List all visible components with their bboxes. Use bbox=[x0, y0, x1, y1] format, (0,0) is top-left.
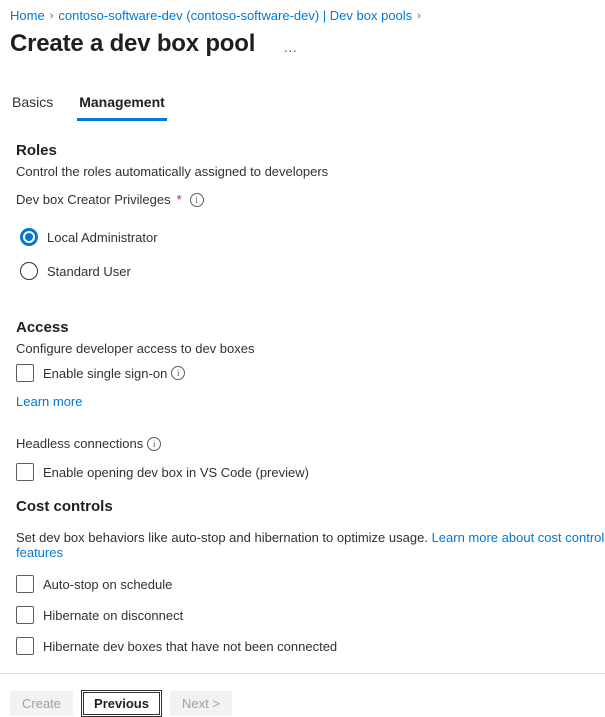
tab-management[interactable]: Management bbox=[77, 94, 167, 121]
tab-basics[interactable]: Basics bbox=[12, 94, 54, 110]
next-button[interactable]: Next > bbox=[170, 691, 232, 716]
checkbox-label-text: Auto-stop on schedule bbox=[43, 576, 173, 592]
required-asterisk: * bbox=[176, 192, 182, 207]
cost-description-text: Set dev box behaviors like auto-stop and hibernation to optimize usage. bbox=[16, 530, 428, 545]
field-label-text: Dev box Creator Privileges bbox=[16, 192, 171, 207]
section-access bbox=[16, 319, 605, 409]
checkbox-auto-stop-on-schedule[interactable] bbox=[16, 575, 605, 593]
roles-description: Control the roles automatically assigned to developers bbox=[16, 164, 329, 179]
checkbox-enable-single-sign-on[interactable] bbox=[16, 364, 605, 382]
breadcrumb-link-home[interactable]: Home bbox=[10, 8, 45, 23]
breadcrumb bbox=[10, 8, 605, 23]
checkbox-label-text: Hibernate dev boxes that have not been connected bbox=[43, 638, 338, 654]
headless-label-text: Headless connections bbox=[16, 436, 144, 451]
breadcrumb-link-devboxpools[interactable]: contoso-software-dev (contoso-software-dev) | Dev box pools bbox=[58, 8, 413, 23]
radio-standard-user[interactable] bbox=[20, 262, 605, 280]
info-icon[interactable] bbox=[147, 437, 161, 451]
checkbox-icon[interactable] bbox=[16, 637, 34, 655]
info-icon[interactable] bbox=[190, 193, 204, 207]
cost-controls-heading: Cost controls bbox=[16, 498, 113, 515]
checkbox-label-text: Hibernate on disconnect bbox=[43, 607, 184, 623]
checkbox-label-text: Enable opening dev box in VS Code (preview) bbox=[43, 464, 309, 480]
info-icon[interactable] bbox=[171, 366, 185, 380]
devbox-creator-privileges-label bbox=[16, 192, 605, 207]
cost-learn-more-link[interactable]: Learn more about cost control features bbox=[16, 530, 605, 560]
previous-button[interactable]: Previous bbox=[81, 690, 162, 717]
learn-more-link[interactable]: Learn more bbox=[16, 394, 83, 409]
radio-label: Standard User bbox=[47, 263, 131, 279]
checkbox-label bbox=[43, 366, 185, 381]
footer-button-bar bbox=[0, 674, 605, 717]
management-tab-content bbox=[16, 142, 605, 655]
radio-label: Local Administrator bbox=[47, 229, 158, 245]
roles-heading: Roles bbox=[16, 142, 57, 159]
more-options-icon[interactable]: … bbox=[283, 39, 299, 55]
title-row bbox=[10, 30, 605, 58]
checkbox-label bbox=[43, 577, 172, 592]
checkbox-label bbox=[43, 465, 309, 480]
checkbox-label-text: Enable single sign-on bbox=[43, 365, 168, 381]
section-headless-connections bbox=[16, 436, 605, 481]
breadcrumb-separator: › bbox=[49, 9, 54, 22]
checkbox-hibernate-not-connected[interactable] bbox=[16, 637, 605, 655]
checkbox-label bbox=[43, 639, 337, 654]
radio-button-icon[interactable] bbox=[20, 228, 38, 246]
create-button[interactable]: Create bbox=[10, 691, 73, 716]
tab-bar bbox=[10, 94, 605, 121]
checkbox-icon[interactable] bbox=[16, 463, 34, 481]
radio-local-administrator[interactable] bbox=[20, 228, 605, 246]
checkbox-enable-vscode[interactable] bbox=[16, 463, 605, 481]
checkbox-label bbox=[43, 608, 183, 623]
checkbox-icon[interactable] bbox=[16, 364, 34, 382]
cost-controls-description bbox=[16, 530, 605, 560]
breadcrumb-separator: › bbox=[417, 9, 421, 22]
radio-button-icon[interactable] bbox=[20, 262, 38, 280]
section-roles bbox=[16, 142, 605, 280]
headless-connections-label bbox=[16, 436, 605, 451]
checkbox-icon[interactable] bbox=[16, 606, 34, 624]
checkbox-hibernate-on-disconnect[interactable] bbox=[16, 606, 605, 624]
access-heading: Access bbox=[16, 319, 69, 336]
checkbox-icon[interactable] bbox=[16, 575, 34, 593]
access-description: Configure developer access to dev boxes bbox=[16, 341, 255, 356]
section-cost-controls bbox=[16, 498, 605, 655]
page-title: Create a dev box pool bbox=[10, 30, 256, 57]
